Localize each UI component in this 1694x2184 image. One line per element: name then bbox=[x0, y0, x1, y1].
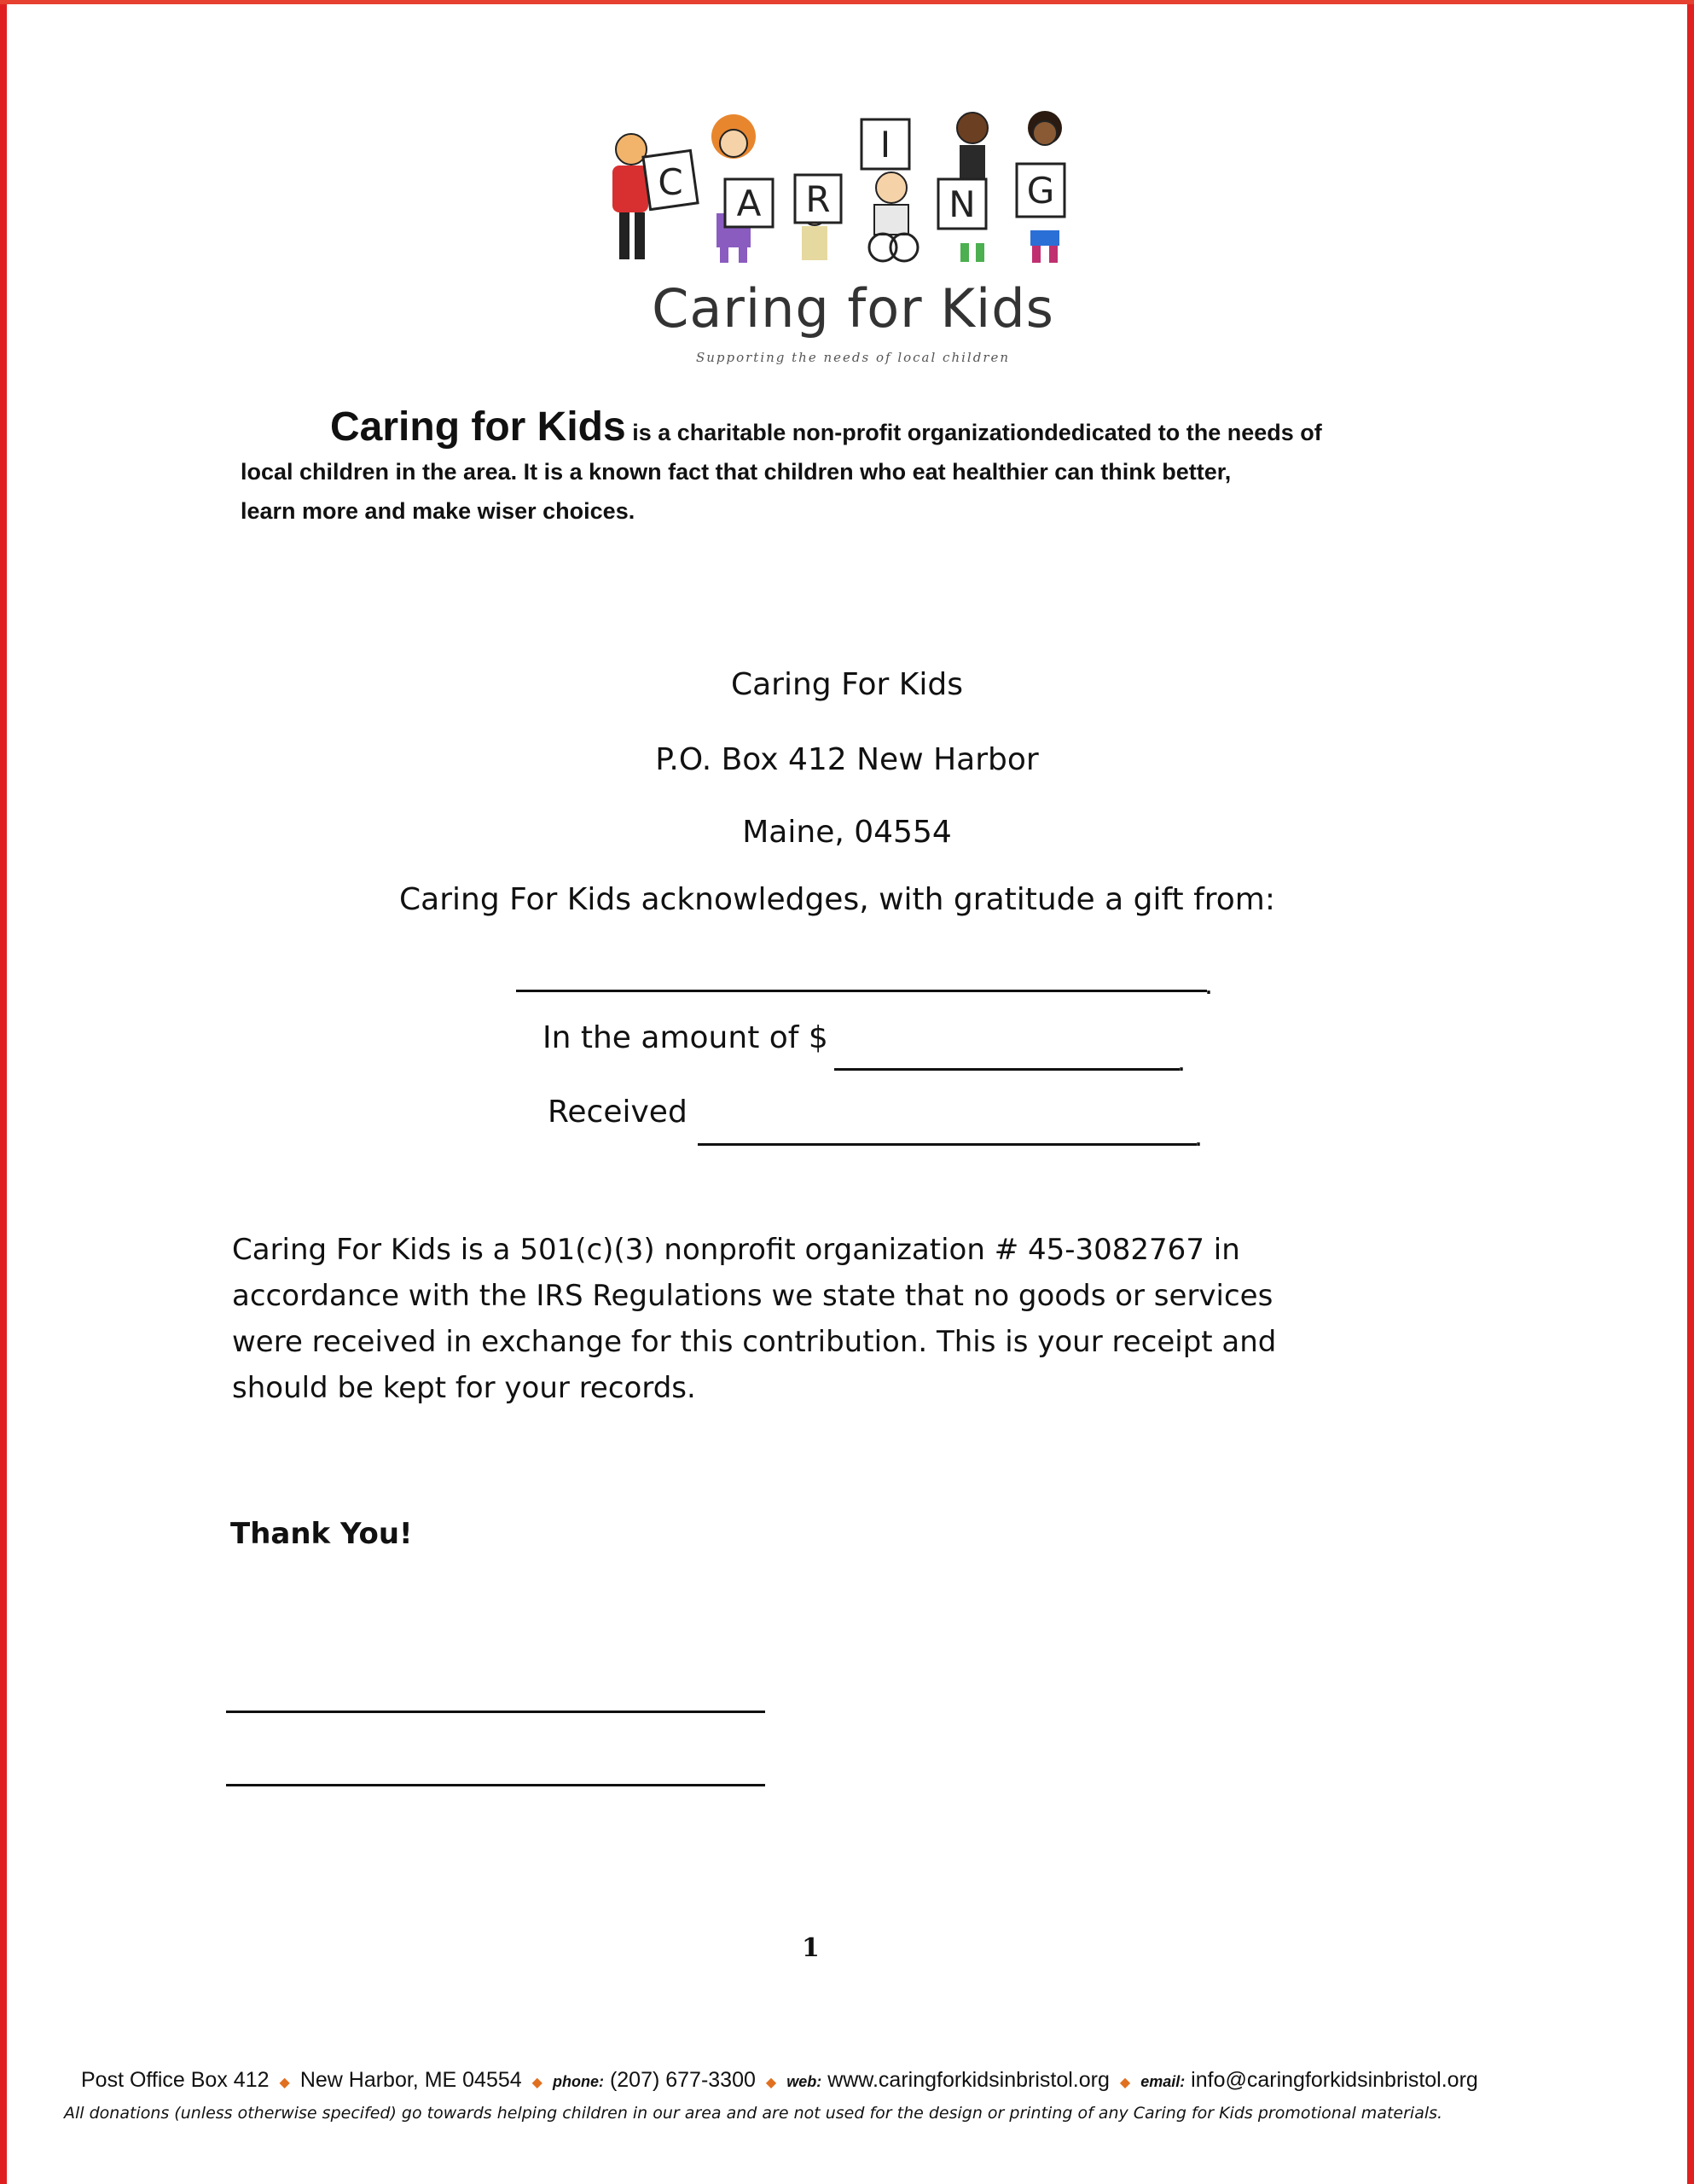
tax-statement-line-2: accordance with the IRS Regulations we state that no goods or services bbox=[232, 1279, 1273, 1313]
received-label: Received bbox=[548, 1095, 687, 1130]
separator-icon: ◆ bbox=[531, 2076, 542, 2090]
page-edge-right bbox=[1687, 0, 1694, 2184]
footer-web-link[interactable]: www.caringforkidsinbristol.org bbox=[827, 2068, 1110, 2092]
signature-line-1[interactable] bbox=[226, 1711, 765, 1713]
acknowledgement-text: Caring For Kids acknowledges, with gratitude a gift from: bbox=[399, 882, 1275, 917]
tax-statement bbox=[232, 1227, 1375, 1411]
tax-statement-line-1: Caring For Kids is a 501(c)(3) nonprofit organization # 45-3082767 in bbox=[232, 1233, 1240, 1267]
logo-letter-a: A bbox=[736, 183, 762, 224]
intro-paragraph bbox=[241, 404, 1435, 531]
separator-icon: ◆ bbox=[1119, 2076, 1131, 2090]
intro-text-line-3: learn more and make wiser choices. bbox=[241, 498, 635, 524]
intro-org-name: Caring for Kids bbox=[330, 404, 626, 450]
page-edge-left bbox=[0, 0, 7, 2184]
address-state-zip: Maine, 04554 bbox=[742, 815, 952, 850]
children-holding-letters-illustration bbox=[597, 94, 1109, 273]
amount-period: . bbox=[1177, 1043, 1186, 1077]
footer-email-link[interactable]: info@caringforkidsinbristol.org bbox=[1191, 2068, 1478, 2092]
footer-city: New Harbor, ME 04554 bbox=[299, 2068, 522, 2092]
received-line[interactable] bbox=[698, 1143, 1197, 1146]
logo-letter-n: N bbox=[949, 183, 976, 225]
logo-letter-i: I bbox=[879, 124, 891, 166]
footer-email-label: email: bbox=[1140, 2073, 1186, 2090]
address-street: P.O. Box 412 New Harbor bbox=[655, 742, 1039, 777]
intro-line-1 bbox=[241, 404, 1435, 452]
logo-letter-r: R bbox=[805, 178, 831, 220]
logo-letter-g: G bbox=[1026, 170, 1055, 212]
footer-phone: (207) 677-3300 bbox=[609, 2068, 756, 2092]
donor-name-period: . bbox=[1204, 966, 1214, 1001]
tax-statement-line-4: should be kept for your records. bbox=[232, 1371, 696, 1405]
tax-statement-line-3: were received in exchange for this contribution. This is your receipt and bbox=[232, 1325, 1277, 1359]
signature-line-2[interactable] bbox=[226, 1784, 765, 1786]
logo-title: Caring for Kids bbox=[652, 277, 1054, 340]
caring-logo bbox=[597, 94, 1109, 375]
footer-contact bbox=[81, 2068, 1659, 2093]
intro-text-line-2: local children in the area. It is a known fact that children who eat healthier can think better, bbox=[241, 459, 1232, 485]
separator-icon: ◆ bbox=[765, 2076, 777, 2090]
amount-label: In the amount of $ bbox=[542, 1020, 828, 1055]
separator-icon: ◆ bbox=[279, 2076, 290, 2090]
footer-disclaimer: All donations (unless otherwise specifed) go towards helping children in our area and are not used for the design or printing of any Caring for Kids promotional materials. bbox=[64, 2104, 1443, 2123]
received-period: . bbox=[1194, 1118, 1204, 1153]
donor-name-line[interactable] bbox=[516, 990, 1207, 992]
page-edge-top bbox=[0, 0, 1694, 4]
address-name: Caring For Kids bbox=[730, 667, 964, 702]
logo-letter-c: C bbox=[658, 161, 683, 203]
logo-tagline: Supporting the needs of local children bbox=[695, 350, 1011, 365]
amount-line[interactable] bbox=[834, 1068, 1180, 1071]
page-number: 1 bbox=[802, 1933, 820, 1963]
footer-phone-label: phone: bbox=[552, 2073, 604, 2090]
intro-text-line-1: is a charitable non-profit organizationdedicated to the needs of bbox=[625, 420, 1322, 445]
thank-you-text: Thank You! bbox=[230, 1517, 413, 1551]
footer-address: Post Office Box 412 bbox=[81, 2068, 270, 2092]
footer-web-label: web: bbox=[786, 2073, 822, 2090]
